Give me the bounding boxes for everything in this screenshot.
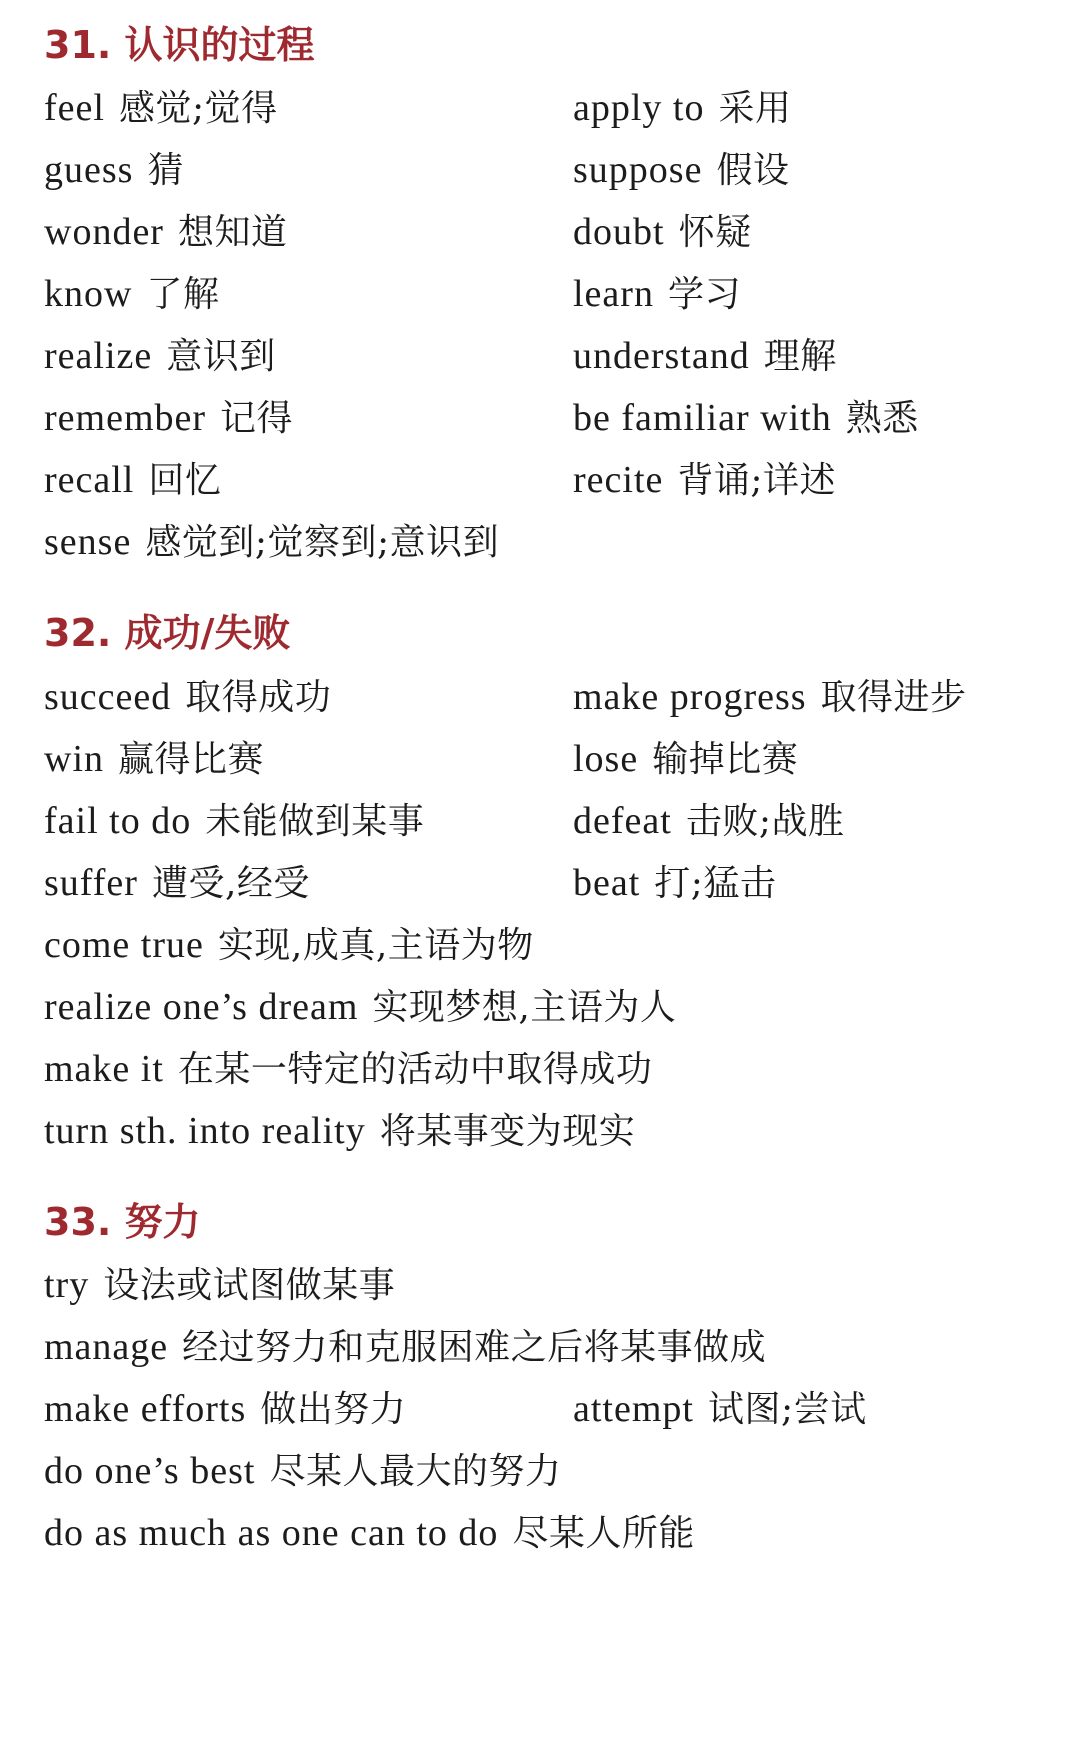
entry-zh: 假设 <box>716 150 790 191</box>
entry-remember <box>44 395 293 442</box>
entry-en: make efforts <box>44 1388 247 1430</box>
entry-en: fail to do <box>44 800 192 842</box>
entry-zh: 经过努力和克服困难之后将某事做成 <box>182 1327 767 1368</box>
entry-suppose <box>573 147 789 194</box>
entry-en: apply to <box>573 87 705 129</box>
entry-beat <box>573 860 776 907</box>
entry-en: manage <box>44 1326 169 1368</box>
entry-zh: 熟悉 <box>845 398 919 439</box>
entry-en: wonder <box>44 211 164 253</box>
entry-en: doubt <box>573 211 665 253</box>
entry-en: suffer <box>44 862 138 904</box>
entry-en: understand <box>573 335 750 377</box>
entry-en: learn <box>573 273 654 315</box>
entry-zh: 做出努力 <box>260 1389 407 1430</box>
entry-en: realize <box>44 335 153 377</box>
entry-zh: 实现,成真,主语为物 <box>217 925 534 966</box>
entry-feel <box>44 85 278 132</box>
entry-try <box>44 1262 395 1309</box>
entry-zh: 想知道 <box>177 212 288 253</box>
entry-win <box>44 736 264 783</box>
entry-do-as-much-as-one-can <box>44 1510 695 1557</box>
entry-understand <box>573 333 837 380</box>
entry-en: defeat <box>573 800 672 842</box>
entry-en: turn sth. into reality <box>44 1110 366 1152</box>
entry-zh: 回忆 <box>148 460 222 501</box>
entry-zh: 将某事变为现实 <box>379 1111 636 1152</box>
entry-guess <box>44 147 184 194</box>
entry-fail-to-do <box>44 798 424 845</box>
entry-zh: 实现梦想,主语为人 <box>372 987 677 1028</box>
entry-zh: 击败;战胜 <box>685 801 845 842</box>
entry-make-efforts <box>44 1386 406 1433</box>
entry-zh: 学习 <box>667 274 741 315</box>
entry-en: know <box>44 273 133 315</box>
entry-en: make it <box>44 1048 164 1090</box>
entry-en: win <box>44 738 104 780</box>
entry-make-it <box>44 1046 652 1093</box>
entry-en: recall <box>44 459 135 501</box>
entry-suffer <box>44 860 310 907</box>
entry-en: be familiar with <box>573 397 832 439</box>
entry-zh: 采用 <box>718 88 792 129</box>
entry-en: make progress <box>573 676 807 718</box>
entry-zh: 打;猛击 <box>654 863 777 904</box>
entry-zh: 猜 <box>147 150 184 191</box>
entry-succeed <box>44 674 331 721</box>
entry-en: recite <box>573 459 664 501</box>
entry-zh: 了解 <box>146 274 220 315</box>
entry-sense <box>44 519 499 566</box>
entry-en: sense <box>44 521 132 563</box>
entry-zh: 尽某人所能 <box>512 1513 695 1554</box>
entry-doubt <box>573 209 752 256</box>
entry-zh: 怀疑 <box>678 212 752 253</box>
entry-attempt <box>573 1386 867 1433</box>
entry-en: lose <box>573 738 639 780</box>
entry-recall <box>44 457 221 504</box>
entry-en: beat <box>573 862 641 904</box>
entry-en: remember <box>44 397 207 439</box>
entry-be-familiar-with <box>573 395 919 442</box>
entry-lose <box>573 736 798 783</box>
entry-en: feel <box>44 87 105 129</box>
entry-zh: 试图;尝试 <box>707 1389 867 1430</box>
entry-zh: 尽某人最大的努力 <box>269 1451 562 1492</box>
entry-zh: 意识到 <box>166 336 276 377</box>
entry-zh: 赢得比赛 <box>118 739 265 780</box>
entry-en: do as much as one can to do <box>44 1512 499 1554</box>
entry-zh: 理解 <box>763 336 837 377</box>
entry-zh: 在某一特定的活动中取得成功 <box>177 1049 653 1090</box>
entry-en: try <box>44 1264 90 1306</box>
entry-en: attempt <box>573 1388 694 1430</box>
entry-turn-sth-into-reality <box>44 1108 635 1155</box>
entry-zh: 遭受,经受 <box>151 863 310 904</box>
entry-zh: 感觉;觉得 <box>118 88 278 129</box>
entry-zh: 输掉比赛 <box>652 739 799 780</box>
entry-zh: 未能做到某事 <box>205 801 425 842</box>
entry-do-ones-best <box>44 1448 561 1495</box>
entry-learn <box>573 271 741 318</box>
entry-realize <box>44 333 276 380</box>
entry-zh: 取得进步 <box>820 677 967 718</box>
entry-zh: 背诵;详述 <box>677 460 837 501</box>
entry-en: come true <box>44 924 204 966</box>
entry-defeat <box>573 798 844 845</box>
entry-recite <box>573 457 836 504</box>
entry-know <box>44 271 219 318</box>
section-title-31: 31. 认识的过程 <box>44 23 315 67</box>
entry-zh: 感觉到;觉察到;意识到 <box>145 522 500 563</box>
entry-manage <box>44 1324 766 1371</box>
entry-realize-ones-dream <box>44 984 676 1031</box>
entry-en: succeed <box>44 676 172 718</box>
entry-wonder <box>44 209 287 256</box>
entry-zh: 取得成功 <box>185 677 332 718</box>
section-title-32: 32. 成功/失败 <box>44 611 291 655</box>
section-title-33: 33. 努力 <box>44 1200 201 1244</box>
entry-en: guess <box>44 149 134 191</box>
entry-en: realize one’s dream <box>44 986 359 1028</box>
entry-come-true <box>44 922 534 969</box>
entry-apply-to <box>573 85 792 132</box>
entry-make-progress <box>573 674 967 721</box>
entry-zh: 设法或试图做某事 <box>103 1265 396 1306</box>
entry-en: suppose <box>573 149 703 191</box>
entry-zh: 记得 <box>220 398 294 439</box>
entry-en: do one’s best <box>44 1450 256 1492</box>
